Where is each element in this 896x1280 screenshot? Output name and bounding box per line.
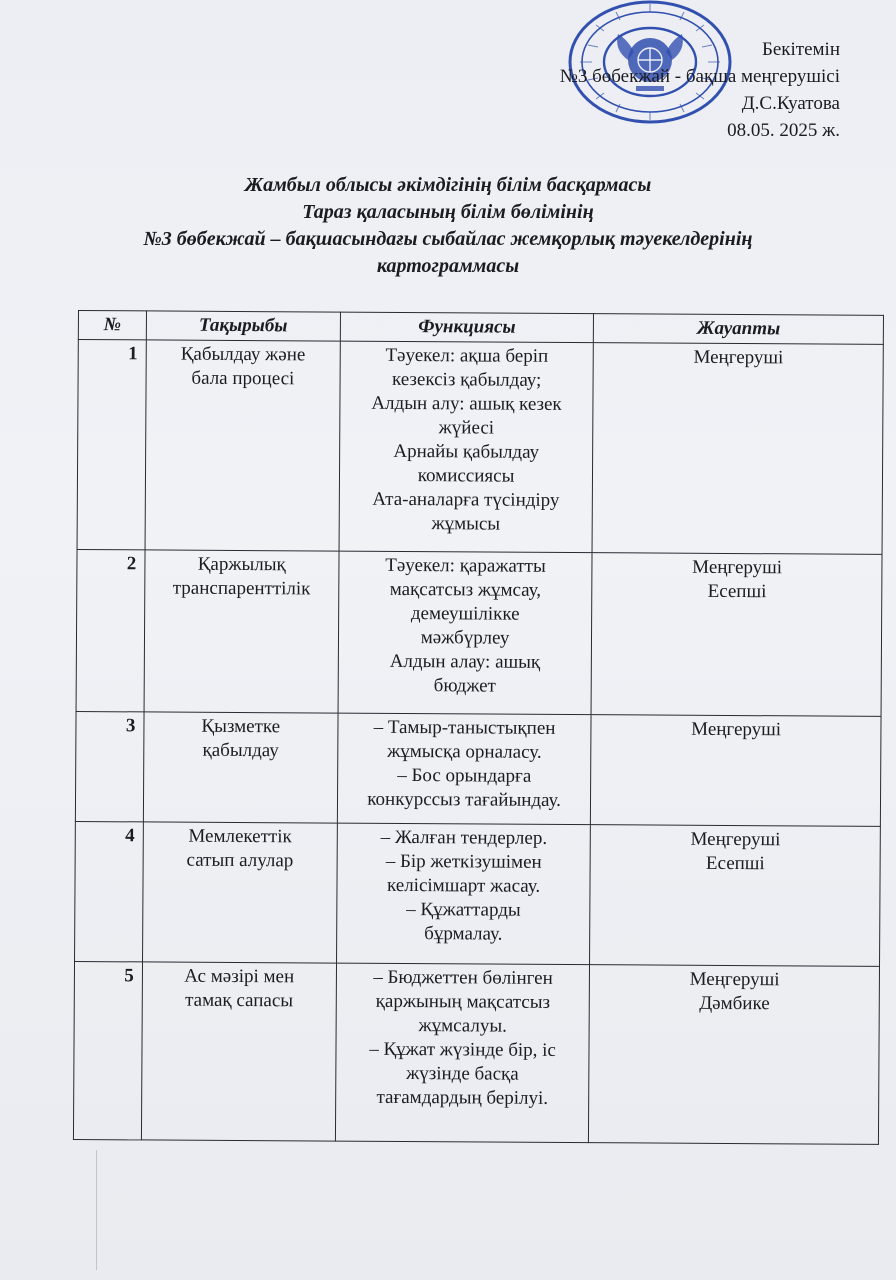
function-line: – Жалған тендерлер.	[380, 826, 548, 849]
sheet-edge-line	[96, 1150, 97, 1270]
approval-heading: Бекітемін	[761, 39, 840, 60]
topic-line: Қабылдау және	[180, 343, 306, 366]
topic-line: Ас мәзірі мен	[184, 965, 295, 988]
header-function: Функциясы	[340, 312, 594, 343]
approval-position: №3 бөбекжай - бақша меңгерушісі	[559, 66, 840, 87]
function-line: Арнайы қабылдау	[393, 440, 540, 463]
row-number: 3	[75, 711, 144, 821]
row-function	[337, 713, 591, 825]
function-line: жұмысы	[431, 513, 501, 535]
table-row	[73, 961, 879, 1144]
responsible-line: Меңгеруші	[690, 828, 781, 851]
responsible-line: Меңгеруші	[689, 968, 780, 991]
function-line: жұмсалуы.	[418, 1015, 508, 1037]
function-line: жүйесі	[438, 417, 495, 439]
function-line: – Бір жеткізушімен	[385, 850, 542, 873]
responsible-line: Дәмбике	[699, 992, 770, 1015]
approval-date: 08.05. 2025 ж.	[727, 120, 840, 141]
topic-line: қабылдау	[202, 739, 279, 762]
function-line: Тәуекел: қаражатты	[385, 554, 546, 577]
topic-line: Мемлекеттік	[188, 825, 292, 848]
row-function	[335, 963, 590, 1143]
function-line: жүзінде басқа	[406, 1063, 519, 1085]
header-number: №	[78, 311, 146, 340]
row-number: 4	[75, 821, 144, 961]
responsible-line: Меңгеруші	[692, 556, 783, 579]
function-line: – Тамыр-таныстықпен	[373, 716, 556, 739]
row-responsible	[590, 825, 880, 967]
function-line: тағамдардың берілуі.	[376, 1086, 549, 1109]
function-line: жұмысқа орналасу.	[387, 740, 542, 763]
function-line: мақсатсыз жұмсау,	[389, 578, 542, 601]
function-line: – Құжат жүзінде бір, іс	[369, 1038, 556, 1061]
table-row	[77, 340, 883, 555]
topic-line: Қызметке	[201, 715, 281, 738]
row-topic	[144, 550, 339, 713]
topic-line: Қаржылық	[197, 553, 286, 576]
function-line: конкурссыз тағайындау.	[367, 788, 561, 811]
row-topic	[143, 712, 338, 823]
responsible-line: Есепші	[705, 852, 765, 875]
approval-block	[560, 36, 840, 144]
row-function	[338, 551, 593, 715]
title-line-2: Тараз қаласының білім бөлімінің	[302, 201, 594, 223]
row-responsible	[591, 553, 882, 717]
function-line: бұрмалау.	[424, 923, 503, 945]
table-row	[75, 821, 881, 966]
approval-signatory: Д.С.Куатова	[741, 93, 840, 114]
topic-line: транспаренттілік	[172, 577, 311, 600]
function-line: мәжбүрлеу	[420, 627, 510, 649]
row-number: 2	[76, 549, 145, 711]
table-row	[76, 549, 882, 716]
document-title	[60, 172, 836, 280]
title-line-4: картограммасы	[376, 255, 520, 277]
topic-line: бала процесі	[191, 367, 295, 390]
function-line: демеушілікке	[410, 603, 520, 625]
responsible-line: Меңгеруші	[691, 718, 782, 741]
title-line-3: №3 бөбекжай – бақшасындағы сыбайлас жемқорлық тәуекелдерінің	[143, 228, 753, 250]
row-topic	[142, 822, 337, 963]
function-line: бюджет	[433, 675, 496, 697]
row-function	[339, 341, 594, 553]
function-line: – Бос орындарға	[397, 764, 532, 787]
row-function	[336, 823, 591, 965]
function-line: келісімшарт жасау.	[386, 874, 541, 897]
table-row	[75, 711, 881, 826]
function-line: – Құжаттарды	[406, 899, 521, 921]
function-line: Ата-аналарға түсіндіру	[372, 488, 560, 511]
row-responsible	[592, 343, 883, 555]
topic-line: тамақ сапасы	[185, 989, 294, 1012]
header-topic: Тақырыбы	[146, 311, 340, 341]
row-number: 1	[77, 340, 146, 550]
function-line: Тәуекел: ақша беріп	[385, 344, 549, 367]
function-line: қаржының мақсатсыз	[375, 990, 551, 1013]
responsible-line: Есепші	[707, 580, 767, 603]
row-topic	[141, 962, 336, 1141]
topic-line: сатып алулар	[186, 849, 294, 872]
row-topic	[145, 340, 340, 551]
title-line-1: Жамбыл облысы әкімдігінің білім басқармасы	[244, 174, 652, 196]
function-line: кезексіз қабылдау;	[391, 368, 542, 391]
risk-table	[73, 310, 884, 1145]
function-line: комиссиясы	[417, 465, 515, 487]
function-line: Алдын алу: ашық кезек	[371, 392, 562, 415]
row-responsible	[589, 965, 880, 1145]
function-line: – Бюджеттен бөлінген	[373, 966, 553, 989]
responsible-line: Меңгеруші	[693, 346, 784, 369]
header-responsible: Жауапты	[594, 314, 884, 345]
row-responsible	[591, 715, 881, 827]
row-number: 5	[73, 961, 142, 1139]
function-line: Алдын алау: ашық	[389, 650, 541, 673]
